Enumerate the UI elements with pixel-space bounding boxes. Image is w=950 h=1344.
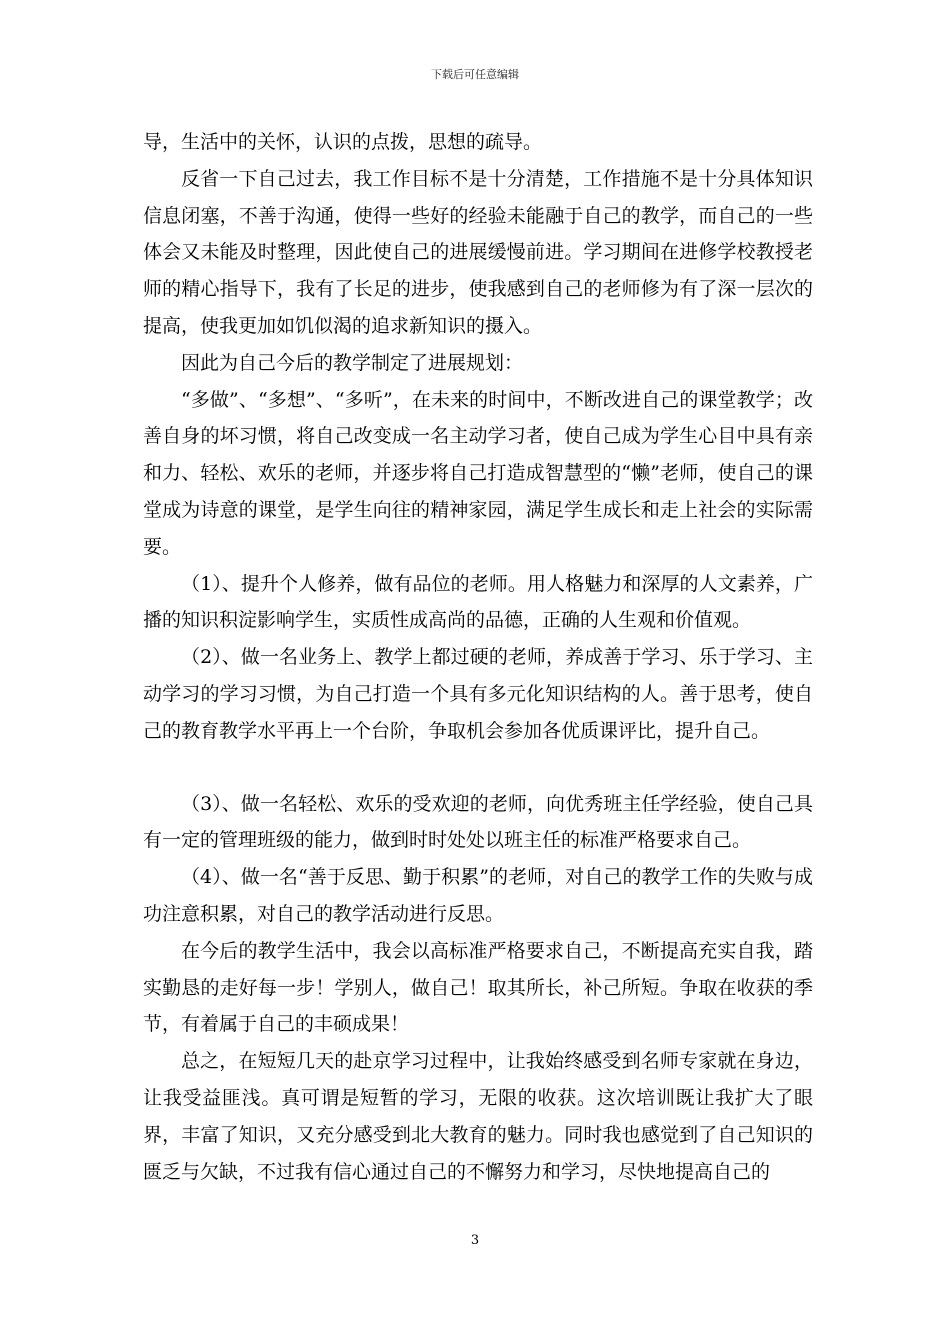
paragraph-future-commitment: 在今后的教学生活中，我会以高标准严格要求自己，不断提高充实自我，踏实勤恳的走好每一步！学别人，做自己！取其所长，补己所短。争取在收获的季节，有着属于自己的丰硕成果！: [143, 939, 813, 1036]
page-header: 下载后可任意编辑: [431, 68, 519, 81]
paragraph-self-reflection: 反省一下自己过去，我工作目标不是十分清楚，工作措施不是十分具体知识信息闭塞，不善于沟通，使得一些好的经验未能融于自己的教学，而自己的一些体会又未能及时整理，因此使自己的进展缓慢前进。学习期间在进修学校教授老师的精心指导下，我有了长足的进步，使我感到自己的老师修为有了深一层次的提高，使我更加如饥似渴的追求新知识的摄入。: [143, 167, 813, 337]
paragraph-plan-item-4: （4）、做一名“善于反思、勤于积累”的老师，对自己的教学工作的失败与成功注意积累，对自己的教学活动进行反思。: [143, 866, 813, 925]
paragraph-plan-intro: 因此为自己今后的教学制定了进展规划：: [181, 351, 524, 374]
paragraph-plan-item-2: （2）、做一名业务上、教学上都过硬的老师，养成善于学习、乐于学习、主动学习的学习习惯，为自己打造一个具有多元化知识结构的人。善于思考，使自己的教育教学水平再上一个台阶，争取机会参加各优质课评比，提升自己。: [143, 646, 813, 742]
paragraph-summary: 总之，在短短几天的赴京学习过程中，让我始终感受到名师专家就在身边，让我受益匪浅。真可谓是短暂的学习，无限的收获。这次培训既让我扩大了眼界，丰富了知识，又充分感受到北大教育的魅力。同时我也感觉到了自己知识的匮乏与欠缺，不过我有信心通过自己的不懈努力和学习，尽快地提高自己的: [143, 1050, 813, 1183]
paragraph-continuation: 导，生活中的关怀，认识的点拨，思想的疏导。: [143, 131, 543, 153]
paragraph-plan-item-3: （3）、做一名轻松、欢乐的受欢迎的老师，向优秀班主任学经验，使自己具有一定的管理班级的能力，做到时时处处以班主任的标准严格要求自己。: [143, 792, 813, 852]
document-body: [143, 124, 813, 1190]
paragraph-plan-goals: “多做”、“多想”、“多听”，在未来的时间中，不断改进自己的课堂教学；改善自身的坏习惯，将自己改变成一名主动学习者，使自己成为学生心目中具有亲和力、轻松、欢乐的老师，并逐步将自己打造成智慧型的“懒”老师，使自己的课堂成为诗意的课堂，是学生向往的精神家园，满足学生成长和走上社会的实际需要。: [143, 388, 813, 558]
paragraph-plan-item-1: （1）、提升个人修养，做有品位的老师。用人格魅力和深厚的人文素养，广播的知识积淀影响学生，实质性成高尚的品德，正确的人生观和价值观。: [143, 572, 813, 632]
page-number: 3: [470, 1233, 480, 1248]
